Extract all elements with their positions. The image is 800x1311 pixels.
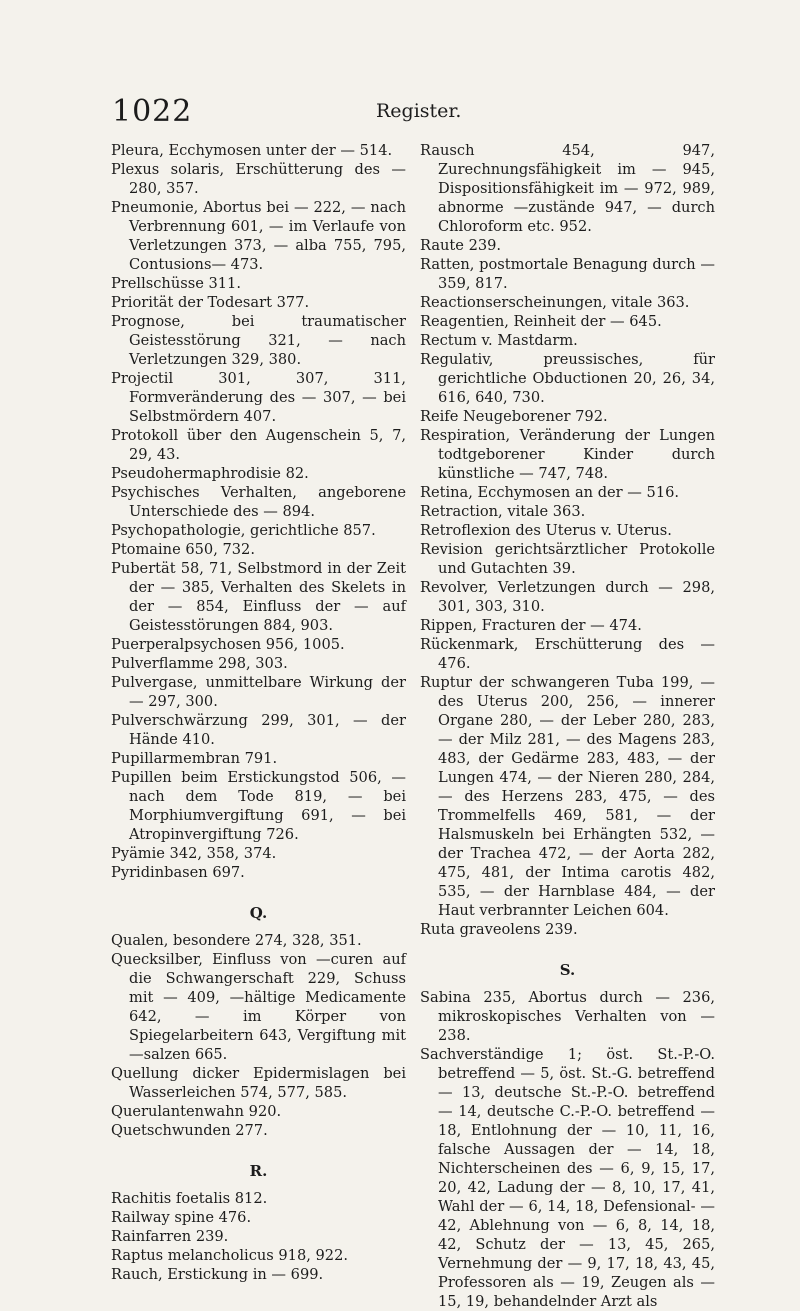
index-entry: Rauch, Erstickung in — 699. [111,1266,324,1283]
index-entry: Psychopathologie, gerichtliche 857. [111,522,376,539]
index-entry: Revision gerichtsärztlicher Protokolle und Gutachten 39. [420,541,715,577]
index-entry: Reagentien, Reinheit der — 645. [420,313,662,330]
index-entry: Projectil 301, 307, 311, Formveränderung des — 307, — bei Selbstmördern 407. [111,370,406,425]
index-entry: Ruptur der schwangeren Tuba 199, — des Uterus 200, 256, — innerer Organe 280, — der Leber 280, 283, — der Milz 281, — des Magens 283, 483, der Gedärme 283, 483, — der Lungen 474, — der Nieren 280, 284, — des Herzens 283, 475, — des Trommelfells 469, 581, — der Halsmuskeln bei Erhängten 532, — der Trachea 472, — der Aorta 282, 475, 481, der Intima carotis 482, 535, — der Harnblase 484, — der Haut verbrannter Leichen 604. [420,674,715,919]
index-entry: Regulativ, preussisches, für gerichtliche Obductionen 20, 26, 34, 616, 640, 730. [420,351,715,406]
index-entry: Rückenmark, Erschütterung des — 476. [420,636,715,672]
running-head: Register. [376,100,462,122]
index-entry: Pubertät 58, 71, Selbstmord in der Zeit der — 385, Verhalten des Skelets in der — 854, Einfluss der — auf Geistesstörungen 884, 903. [111,560,406,634]
index-entry: Plexus solaris, Erschütterung des — 280, 357. [111,161,406,197]
index-entry: Rachitis foetalis 812. [111,1190,268,1207]
index-entry: Retina, Ecchymosen an der — 516. [420,484,680,501]
index-entry: Sabina 235, Abortus durch — 236, mikroskopisches Verhalten von — 238. [420,989,715,1044]
q-entry-list [111,931,406,1140]
index-entry: Qualen, besondere 274, 328, 351. [111,932,362,949]
r-entry-list-continued [420,141,715,939]
index-entry: Pupillen beim Erstickungstod 506, — nach dem Tode 819, — bei Morphiumvergiftung 691, — bei Atropinvergiftung 726. [111,769,406,843]
index-entry: Quetschwunden 277. [111,1122,268,1139]
index-entry: Pulverschwärzung 299, 301, — der Hände 410. [111,712,406,748]
index-entry: Prellschüsse 311. [111,275,241,292]
section-letter-q: Q. [249,904,268,922]
index-entry: Pseudohermaphrodisie 82. [111,465,309,482]
index-entry: Revolver, Verletzungen durch — 298, 301, 303, 310. [420,579,715,615]
index-entry: Raptus melancholicus 918, 922. [111,1247,349,1264]
section-letter-r: R. [249,1162,268,1180]
index-entry: Protokoll über den Augenschein 5, 7, 29, 43. [111,427,406,463]
index-entry: Pleura, Ecchymosen unter der — 514. [111,142,393,159]
index-entry: Rectum v. Mastdarm. [420,332,578,349]
index-entry: Rippen, Fracturen der — 474. [420,617,642,634]
index-entry: Querulantenwahn 920. [111,1103,282,1120]
p-entry-list [111,141,406,882]
index-entry: Pulverflamme 298, 303. [111,655,288,672]
index-entry: Retroflexion des Uterus v. Uterus. [420,522,672,539]
index-entry: Rausch 454, 947, Zurechnungsfähigkeit im — 945, Dispositionsfähigkeit im — 972, 989, abnorme —zustände 947, — durch Chloroform etc. 952. [420,142,715,235]
index-entry: Retraction, vitale 363. [420,503,586,520]
s-entry-list [420,988,715,1311]
index-entry: Ruta graveolens 239. [420,921,578,938]
index-entry: Quecksilber, Einfluss von —curen auf die Schwangerschaft 229, Schuss mit — 409, —hältige Medicamente 642, — im Körper von Spiegelarbeitern 643, Vergiftung mit —salzen 665. [111,951,406,1063]
index-entry: Pyämie 342, 358, 374. [111,845,277,862]
index-entry: Reife Neugeborener 792. [420,408,608,425]
left-column [111,141,406,1284]
index-entry: Railway spine 476. [111,1209,252,1226]
index-entry: Pneumonie, Abortus bei — 222, — nach Verbrennung 601, — im Verlaufe von Verletzungen 373, — alba 755, 795, Contusions— 473. [111,199,406,273]
index-entry: Puerperalpsychosen 956, 1005. [111,636,345,653]
index-entry: Respiration, Veränderung der Lungen todtgeborener Kinder durch künstliche — 747, 748. [420,427,715,482]
index-entry: Pyridinbasen 697. [111,864,245,881]
index-entry: Prognose, bei traumatischer Geistesstörung 321, — nach Verletzungen 329, 380. [111,313,406,368]
index-entry: Ratten, postmortale Benagung durch — 359, 817. [420,256,715,292]
index-entry: Psychisches Verhalten, angeborene Unterschiede des — 894. [111,484,406,520]
page-number: 1022 [112,94,193,129]
index-entry: Reactionserscheinungen, vitale 363. [420,294,690,311]
index-entry: Raute 239. [420,237,502,254]
right-column [420,141,715,1311]
index-entry: Ptomaine 650, 732. [111,541,255,558]
r-entry-list [111,1189,406,1284]
index-entry: Rainfarren 239. [111,1228,229,1245]
index-entry: Pupillarmembran 791. [111,750,278,767]
index-entry: Sachverständige 1; öst. St.-P.-O. betreffend — 5, öst. St.-G. betreffend — 13, deutsche St.-P.-O. betreffend — 14, deutsche C.-P.-O. betreffend — 18, Entlohnung der — 10, 11, 16, falsche Aussagen der — 14, 18, Nichterscheinen des — 6, 9, 15, 17, 20, 42, Ladung der — 8, 10, 17, 41, Wahl der — 6, 14, 18, Defensional- — 42, Ablehnung von — 6, 8, 14, 18, 42, Schutz der — 13, 45, 265, Vernehmung der — 9, 17, 18, 43, 45, Professoren als — 19, Zeugen als — 15, 19, behandelnder Arzt als [420,1046,715,1310]
index-entry: Pulvergase, unmittelbare Wirkung der — 297, 300. [111,674,406,710]
index-entry: Quellung dicker Epidermislagen bei Wasserleichen 574, 577, 585. [111,1065,406,1101]
section-letter-s: S. [559,961,576,979]
index-entry: Priorität der Todesart 377. [111,294,310,311]
